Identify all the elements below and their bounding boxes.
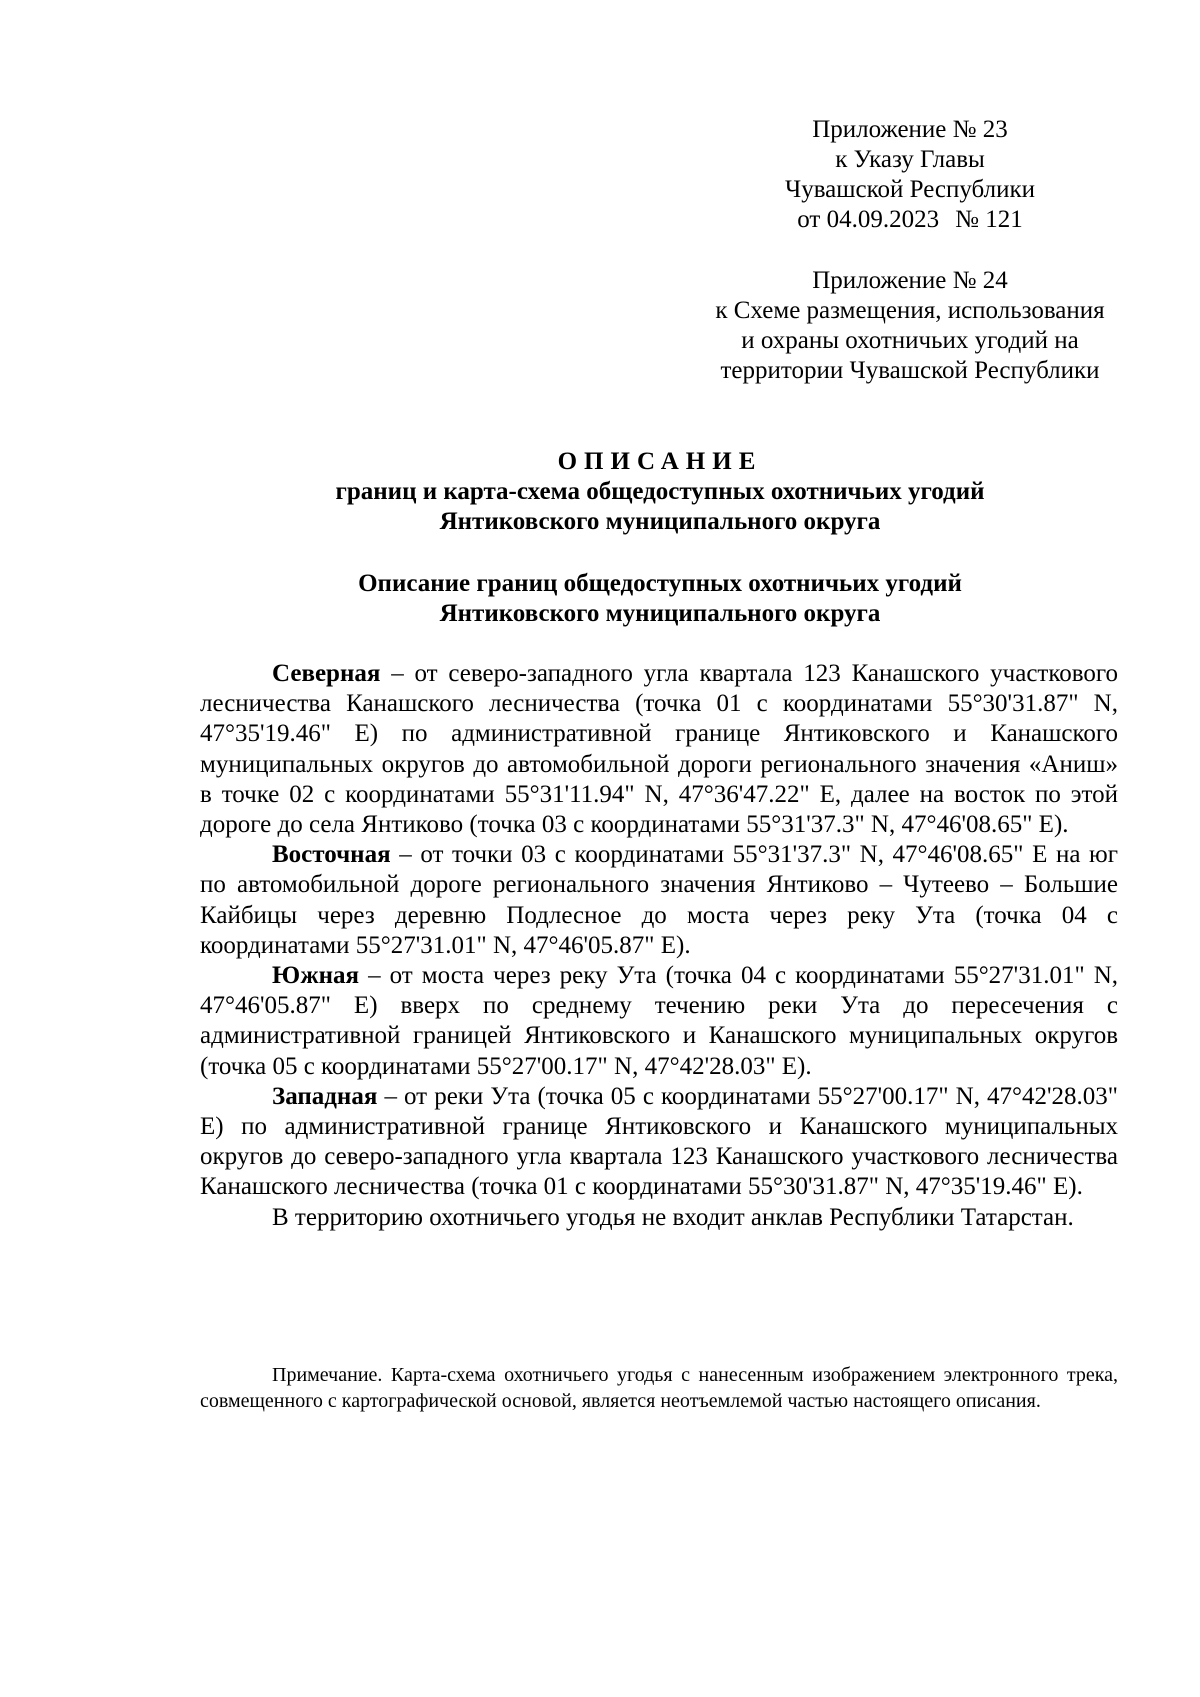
boundary-west-label: Западная bbox=[272, 1082, 378, 1110]
footnote: Примечание. Карта-схема охотничьего угодья с нанесенным изображением электронного трека, совмещенного с картографической основой, является неотъемлемой частью настоящего описания. bbox=[200, 1364, 1118, 1412]
boundary-east-label: Восточная bbox=[272, 841, 391, 869]
boundary-south-text: – от моста через реку Ута (точка 04 с координатами 55°27'31.01" N, 47°46'05.87" E) вверх по среднему течению реки Ута до пересечения с административной границей Янтиковского и Канашского муниципальных округов (точка 05 с координатами 55°27'00.17" N, 47°42'28.03" E). bbox=[200, 962, 1118, 1080]
boundary-south-paragraph bbox=[200, 961, 1118, 1082]
appendix-scheme-line-3: и охраны охотничьих угодий на bbox=[741, 327, 1079, 354]
boundary-east-text: – от точки 03 с координатами 55°31'37.3" N, 47°46'08.65" E на юг по автомобильной дороге регионального значения Янтиково – Чутеево – Большие Кайбицы через деревню Подлесное до моста через реку Ута (точка 04 с координатами 55°27'31.01" N, 47°46'05.87" E). bbox=[200, 841, 1118, 959]
section-title-line-2: Янтиковского муниципального округа bbox=[439, 600, 881, 627]
appendix-decree-number: № 121 bbox=[955, 206, 1023, 233]
appendix-scheme-line-4: территории Чувашской Республики bbox=[720, 357, 1100, 384]
boundary-south-label: Южная bbox=[272, 962, 360, 990]
boundary-east-paragraph bbox=[200, 840, 1118, 961]
title-line-3: Янтиковского муниципального округа bbox=[439, 508, 881, 535]
appendix-decree-line-3: Чувашской Республики bbox=[784, 176, 1036, 203]
document-title bbox=[200, 447, 1120, 537]
exclusion-paragraph: В территорию охотничьего угодья не входит анклав Республики Татарстан. bbox=[272, 1203, 1074, 1231]
appendix-decree-line-1: Приложение № 23 bbox=[812, 116, 1008, 143]
boundary-north-label: Северная bbox=[272, 660, 381, 687]
boundary-north-text: – от северо-западного угла квартала 123 Канашского участкового лесничества Канашского лесничества (точка 01 с координатами 55°30'31.87" N, 47°35'19.46" E) по административной границе Янтиковского и Канашского муниципальных округов до автомобильной дороги регионального значения «Аниш» в точке 02 с координатами 55°31'11.94" N, 47°36'47.22" E, далее на восток по этой дороге до села Янтиково (точка 03 с координатами 55°31'37.3" N, 47°46'08.65" E). bbox=[200, 660, 1118, 839]
appendix-header-scheme bbox=[690, 266, 1130, 386]
section-title bbox=[200, 569, 1120, 629]
boundary-west-paragraph bbox=[200, 1082, 1118, 1203]
appendix-decree-date-line bbox=[690, 205, 1130, 235]
title-line-2: границ и карта-схема общедоступных охотничьих угодий bbox=[335, 478, 985, 505]
appendix-scheme-line-1: Приложение № 24 bbox=[812, 267, 1008, 294]
boundary-west-text: – от реки Ута (точка 05 с координатами 55°27'00.17" N, 47°42'28.03" E) по административной границе Янтиковского и Канашского муниципальных округов до северо-западного угла квартала 123 Канашского участкового лесничества Канашского лесничества (точка 01 с координатами 55°30'31.87" N, 47°35'19.46" E). bbox=[200, 1082, 1118, 1201]
appendix-header-decree bbox=[690, 115, 1130, 235]
boundary-north-paragraph bbox=[200, 659, 1118, 840]
appendix-scheme-line-2: к Схеме размещения, использования bbox=[715, 297, 1105, 324]
boundary-description bbox=[200, 659, 1118, 1233]
title-heading: ОПИСАНИЕ bbox=[557, 448, 763, 475]
appendix-decree-date: от 04.09.2023 bbox=[797, 206, 940, 233]
section-title-line-1: Описание границ общедоступных охотничьих угодий bbox=[358, 570, 962, 597]
appendix-decree-line-2: к Указу Главы bbox=[835, 146, 985, 173]
